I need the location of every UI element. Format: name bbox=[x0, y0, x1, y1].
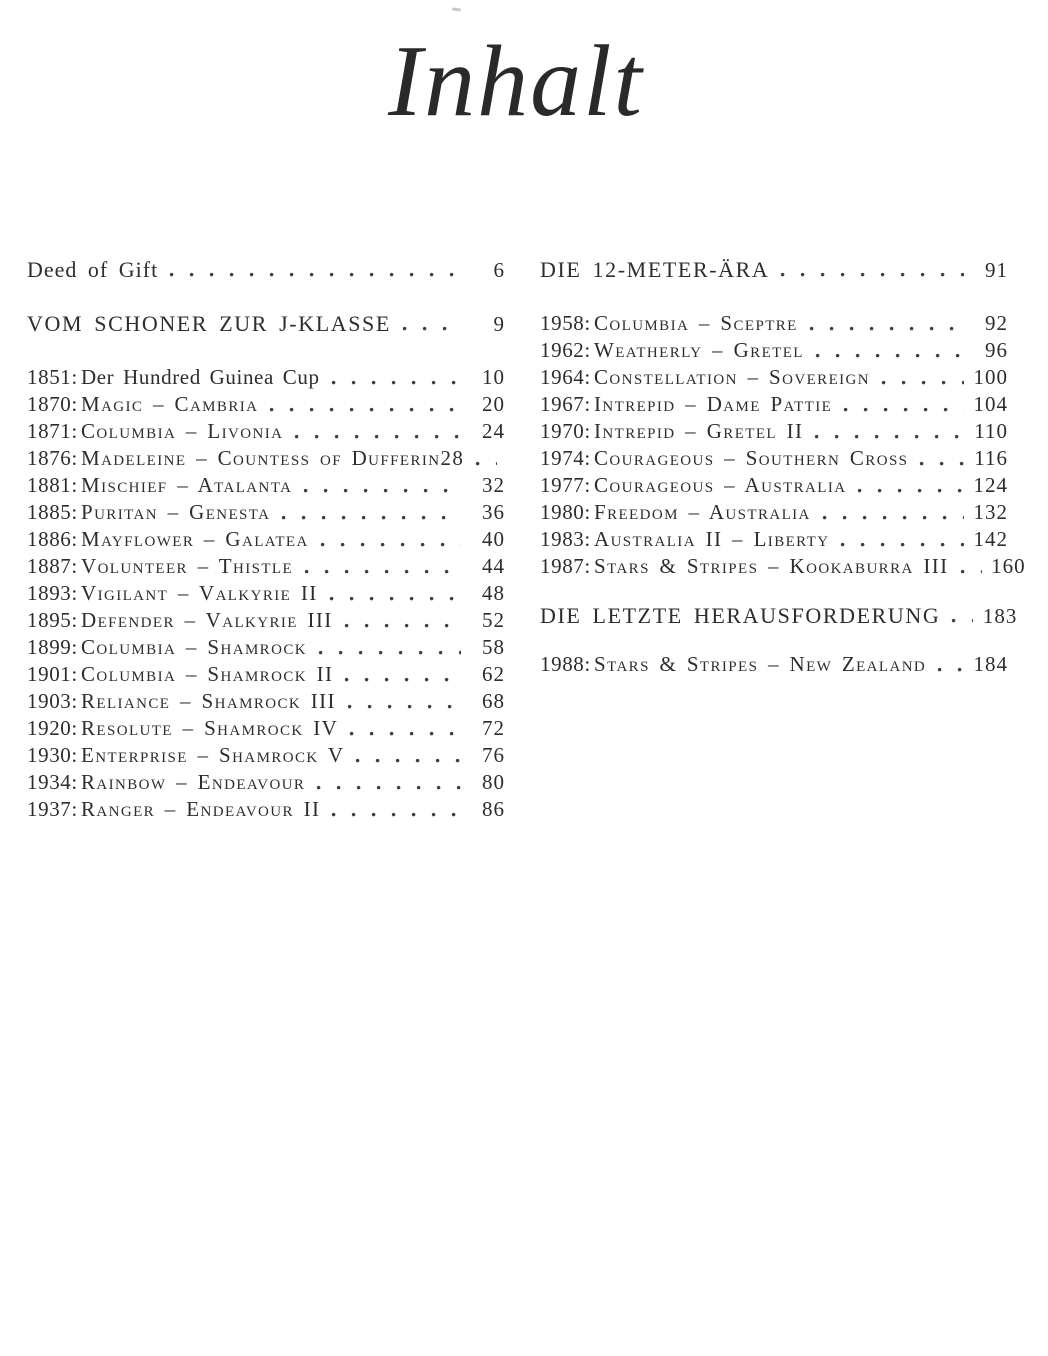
dot-leader bbox=[937, 667, 964, 673]
dot-leader bbox=[331, 812, 461, 818]
toc-entry-label: Puritan – Genesta bbox=[81, 500, 271, 524]
toc-entry-row bbox=[27, 608, 505, 635]
dot-leader bbox=[840, 542, 964, 548]
toc-page-number: 9 bbox=[493, 312, 505, 336]
toc-entry-row bbox=[27, 581, 505, 608]
toc-page-number: 52 bbox=[482, 608, 505, 632]
dot-leader bbox=[951, 618, 973, 624]
toc-entry-row bbox=[540, 311, 1008, 338]
toc-entry-label: Reliance – Shamrock III bbox=[81, 689, 336, 713]
toc-page-number: 132 bbox=[973, 500, 1008, 524]
dot-leader bbox=[304, 569, 461, 575]
dot-leader bbox=[329, 596, 461, 602]
toc-entry-label: Columbia – Shamrock bbox=[81, 635, 307, 659]
dot-leader bbox=[857, 488, 964, 494]
toc-page-number: 124 bbox=[973, 473, 1008, 497]
toc-entry-year: 1903: bbox=[27, 689, 78, 713]
column-gap bbox=[540, 630, 1008, 652]
toc-page-number: 91 bbox=[985, 258, 1008, 282]
toc-left-column bbox=[27, 257, 505, 824]
toc-entry-year: 1974: bbox=[540, 446, 591, 470]
toc-page-number: 10 bbox=[482, 365, 505, 389]
toc-entry-row bbox=[27, 392, 505, 419]
toc-page-number: 36 bbox=[482, 500, 505, 524]
page-title: Inhalt bbox=[388, 24, 644, 138]
toc-page-number: 110 bbox=[974, 419, 1008, 443]
toc-page-number: 72 bbox=[482, 716, 505, 740]
dot-leader bbox=[814, 434, 964, 440]
toc-entry-year: 1886: bbox=[27, 527, 78, 551]
toc-entry-label: Deed of Gift bbox=[27, 257, 159, 282]
toc-entry-year: 1930: bbox=[27, 743, 78, 767]
toc-entry-label: VOM SCHONER ZUR J-KLASSE bbox=[27, 311, 391, 336]
toc-entry-label: Courageous – Australia bbox=[594, 473, 847, 497]
toc-entry-row bbox=[27, 446, 505, 473]
dot-leader bbox=[347, 704, 461, 710]
toc-entry-row bbox=[27, 365, 505, 392]
dot-leader bbox=[281, 515, 461, 521]
toc-page-number: 92 bbox=[985, 311, 1008, 335]
toc-entry-label: Columbia – Shamrock II bbox=[81, 662, 334, 686]
toc-entry-row bbox=[540, 527, 1008, 554]
toc-entry-label: Der Hundred Guinea Cup bbox=[81, 365, 320, 389]
toc-entry-label: Stars & Stripes – New Zealand bbox=[594, 652, 927, 676]
toc-entry-label: Columbia – Sceptre bbox=[594, 311, 798, 335]
toc-page-number: 58 bbox=[482, 635, 505, 659]
toc-entry-label: Intrepid – Dame Pattie bbox=[594, 392, 833, 416]
dot-leader bbox=[881, 380, 964, 386]
toc-entry-label: Mischief – Atalanta bbox=[81, 473, 293, 497]
column-gap bbox=[27, 284, 505, 311]
toc-entry-year: 1988: bbox=[540, 652, 591, 676]
toc-page-number: 96 bbox=[985, 338, 1008, 362]
toc-entry-year: 1983: bbox=[540, 527, 591, 551]
dot-leader bbox=[269, 407, 461, 413]
toc-entry-year: 1881: bbox=[27, 473, 78, 497]
toc-entry-label: Freedom – Australia bbox=[594, 500, 811, 524]
dot-leader bbox=[349, 731, 461, 737]
toc-header-row bbox=[540, 603, 1018, 630]
toc-entry-label: Weatherly – Gretel bbox=[594, 338, 804, 362]
dot-leader bbox=[919, 461, 964, 467]
dot-leader bbox=[318, 650, 461, 656]
toc-entry-row bbox=[27, 554, 505, 581]
toc-entry-year: 1895: bbox=[27, 608, 78, 632]
toc-entry-year: 1887: bbox=[27, 554, 78, 578]
toc-entry-label: Vigilant – Valkyrie II bbox=[81, 581, 318, 605]
toc-entry-year: 1967: bbox=[540, 392, 591, 416]
toc-entry-row bbox=[540, 473, 1008, 500]
toc-entry-row bbox=[540, 419, 1008, 446]
toc-entry-year: 1958: bbox=[540, 311, 591, 335]
toc-entry-label: Intrepid – Gretel II bbox=[594, 419, 804, 443]
toc-page-number: 184 bbox=[973, 652, 1008, 676]
toc-entry-row bbox=[27, 473, 505, 500]
toc-entry-label: Australia II – Liberty bbox=[594, 527, 830, 551]
toc-entry-row bbox=[540, 365, 1008, 392]
dot-leader bbox=[320, 542, 461, 548]
dot-leader bbox=[331, 380, 461, 386]
toc-page-number: 183 bbox=[982, 604, 1018, 628]
toc-entry-label: Rainbow – Endeavour bbox=[81, 770, 306, 794]
toc-header-row bbox=[540, 257, 1008, 284]
toc-entry-row bbox=[540, 652, 1008, 679]
toc-entry-label: Constellation – Sovereign bbox=[594, 365, 870, 389]
toc-entry-row bbox=[27, 689, 505, 716]
toc-entry-label: Mayflower – Galatea bbox=[81, 527, 309, 551]
toc-header-row bbox=[27, 257, 505, 284]
toc-entry-year: 1980: bbox=[540, 500, 591, 524]
toc-entry-year: 1871: bbox=[27, 419, 78, 443]
toc-entry-year: 1870: bbox=[27, 392, 78, 416]
column-gap bbox=[540, 284, 1008, 311]
toc-entry-year: 1851: bbox=[27, 365, 78, 389]
toc-entry-row bbox=[27, 662, 505, 689]
toc-page-number: 86 bbox=[482, 797, 505, 821]
toc-page-number: 160 bbox=[991, 554, 1026, 578]
toc-entry-row bbox=[27, 500, 505, 527]
dot-leader bbox=[475, 461, 497, 467]
dot-leader bbox=[169, 272, 461, 278]
dot-leader bbox=[822, 515, 964, 521]
toc-entry-row bbox=[27, 743, 505, 770]
toc-entry-year: 1920: bbox=[27, 716, 78, 740]
toc-entry-year: 1970: bbox=[540, 419, 591, 443]
column-gap bbox=[27, 338, 505, 365]
toc-page-number: 116 bbox=[974, 446, 1008, 470]
toc-entry-year: 1901: bbox=[27, 662, 78, 686]
toc-entry-year: 1987: bbox=[540, 554, 591, 578]
dot-leader bbox=[344, 677, 461, 683]
toc-entry-year: 1937: bbox=[27, 797, 78, 821]
dot-leader bbox=[843, 407, 964, 413]
toc-entry-label: Madeleine – Countess of Dufferin28 bbox=[81, 446, 465, 470]
toc-entry-label: DIE 12-METER-ÄRA bbox=[540, 257, 770, 282]
toc-entry-label: Courageous – Southern Cross bbox=[594, 446, 909, 470]
dot-leader bbox=[402, 326, 461, 332]
toc-page-number: 76 bbox=[482, 743, 505, 767]
toc-entry-year: 1885: bbox=[27, 500, 78, 524]
toc-columns bbox=[0, 257, 1048, 824]
toc-entry-year: 1893: bbox=[27, 581, 78, 605]
toc-entry-row bbox=[540, 500, 1008, 527]
toc-entry-year: 1876: bbox=[27, 446, 78, 470]
toc-page-number: 32 bbox=[482, 473, 505, 497]
dot-leader bbox=[780, 272, 964, 278]
toc-page-number: 104 bbox=[973, 392, 1008, 416]
dot-leader bbox=[355, 758, 461, 764]
dot-leader bbox=[960, 569, 982, 575]
dot-leader bbox=[303, 488, 461, 494]
toc-entry-row bbox=[540, 338, 1008, 365]
toc-page-number: 6 bbox=[493, 258, 505, 282]
toc-entry-row bbox=[27, 635, 505, 662]
toc-entry-row bbox=[27, 797, 505, 824]
column-gap bbox=[540, 581, 1008, 603]
dot-leader bbox=[809, 326, 964, 332]
toc-entry-row bbox=[27, 527, 505, 554]
toc-entry-row bbox=[27, 419, 505, 446]
toc-entry-year: 1934: bbox=[27, 770, 78, 794]
toc-page-number: 24 bbox=[482, 419, 505, 443]
toc-entry-row bbox=[27, 770, 505, 797]
toc-entry-label: Ranger – Endeavour II bbox=[81, 797, 321, 821]
dot-leader bbox=[294, 434, 461, 440]
toc-entry-row bbox=[540, 554, 1026, 581]
toc-entry-year: 1899: bbox=[27, 635, 78, 659]
toc-page-number: 142 bbox=[973, 527, 1008, 551]
toc-entry-row bbox=[540, 392, 1008, 419]
toc-entry-year: 1962: bbox=[540, 338, 591, 362]
toc-entry-label: Columbia – Livonia bbox=[81, 419, 284, 443]
toc-page-number: 62 bbox=[482, 662, 505, 686]
dot-leader bbox=[344, 623, 461, 629]
toc-page-number: 100 bbox=[973, 365, 1008, 389]
toc-page-number: 44 bbox=[482, 554, 505, 578]
toc-entry-year: 1964: bbox=[540, 365, 591, 389]
toc-entry-label: Defender – Valkyrie III bbox=[81, 608, 333, 632]
dot-leader bbox=[815, 353, 964, 359]
toc-right-column bbox=[540, 257, 1026, 824]
dot-leader bbox=[316, 785, 461, 791]
toc-entry-label: Magic – Cambria bbox=[81, 392, 259, 416]
toc-entry-label: DIE LETZTE HERAUSFORDERUNG bbox=[540, 603, 941, 628]
toc-page-number: 20 bbox=[482, 392, 505, 416]
toc-entry-label: Resolute – Shamrock IV bbox=[81, 716, 339, 740]
toc-page-number: 48 bbox=[482, 581, 505, 605]
page-header bbox=[0, 6, 1048, 156]
toc-entry-label: Volunteer – Thistle bbox=[81, 554, 294, 578]
toc-page-number: 68 bbox=[482, 689, 505, 713]
toc-entry-label: Stars & Stripes – Kookaburra III bbox=[594, 554, 949, 578]
toc-page-number: 40 bbox=[482, 527, 505, 551]
toc-entry-year: 1977: bbox=[540, 473, 591, 497]
toc-entry-row bbox=[27, 716, 505, 743]
toc-entry-row bbox=[540, 446, 1008, 473]
toc-header-row bbox=[27, 311, 505, 338]
toc-page-number: 80 bbox=[482, 770, 505, 794]
toc-entry-label: Enterprise – Shamrock V bbox=[81, 743, 345, 767]
